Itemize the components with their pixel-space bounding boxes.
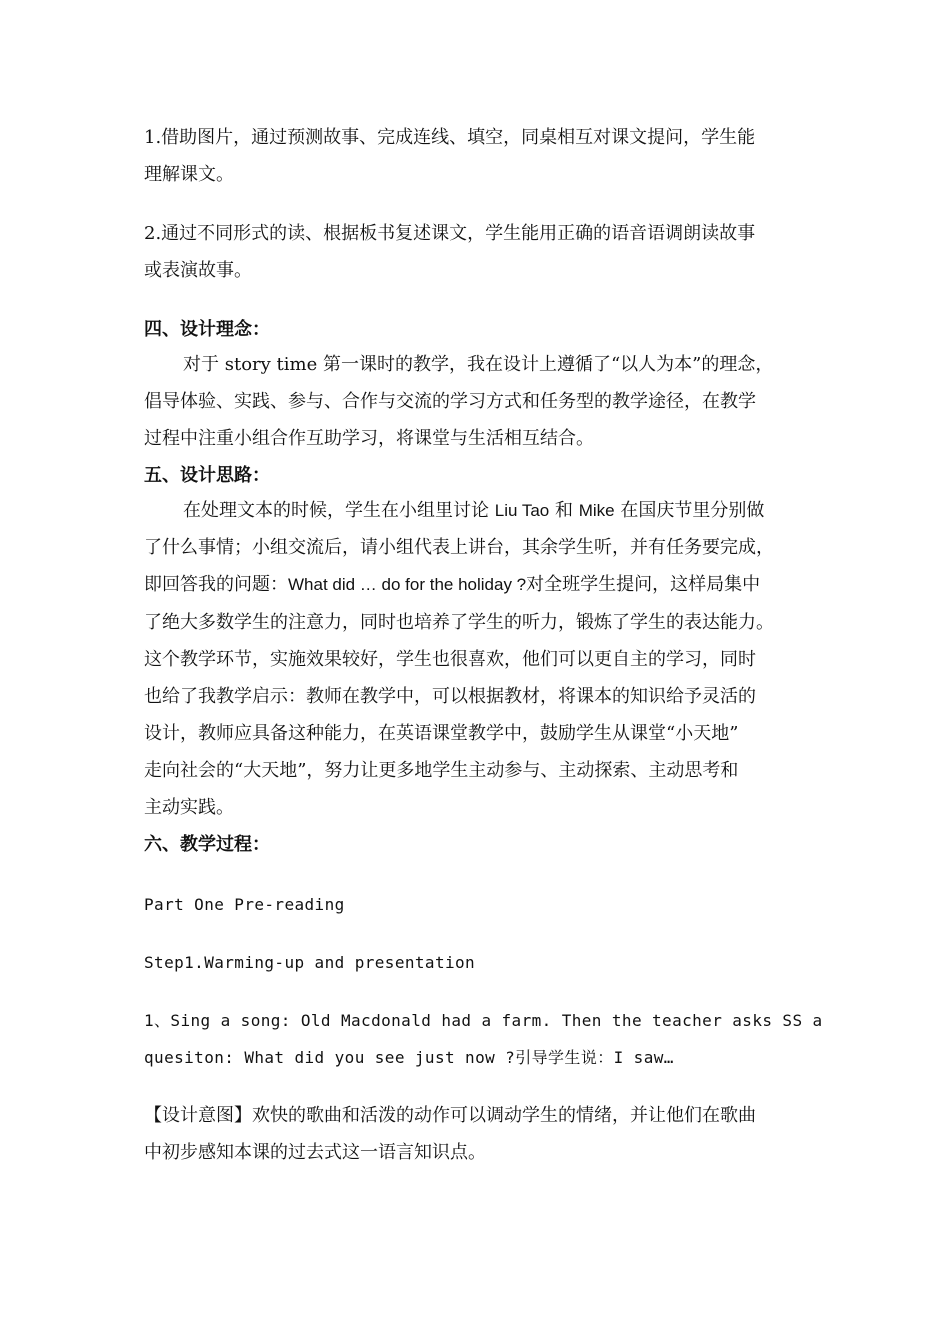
section-6-heading: 六、教学过程： xyxy=(144,834,270,855)
objective-2-line-1: 2.通过不同形式的读、根据板书复述课文，学生能用正确的语音语调朗读故事 xyxy=(144,223,756,244)
section-5-paragraph-line xyxy=(183,499,764,523)
objective-2-line-2: 或表演故事。 xyxy=(144,260,252,281)
name-mike: Mike xyxy=(578,501,615,520)
name-liu-tao: Liu Tao xyxy=(494,501,550,520)
section-5-paragraph-line xyxy=(144,573,760,597)
text-span: 在处理文本的时候，学生在小组里讨论 xyxy=(183,500,495,521)
section-5-heading: 五、设计思路： xyxy=(144,465,270,486)
section-4-paragraph-line: 倡导体验、实践、参与、合作与交流的学习方式和任务型的教学途径，在教学 xyxy=(144,391,756,412)
question-text: What did … do for the holiday ? xyxy=(288,575,527,594)
section-5-paragraph-line: 了什么事情；小组交流后，请小组代表上讲台，其余学生听，并有任务要完成， xyxy=(144,537,774,558)
song-activity-line: 1、Sing a song: Old Macdonald had a farm. Then the teacher asks SS a xyxy=(144,1011,823,1030)
objective-1-line-1: 1.借助图片，通过预测故事、完成连线、填空，同桌相互对课文提问，学生能 xyxy=(144,127,756,148)
text-span: 对全班学生提问，这样局集中 xyxy=(526,574,761,595)
section-5-paragraph-line: 也给了我教学启示：教师在教学中，可以根据教材，将课本的知识给予灵活的 xyxy=(144,686,756,707)
text-span: 即回答我的问题： xyxy=(144,574,288,595)
section-5-paragraph-line: 主动实践。 xyxy=(144,797,234,818)
text-span: 和 xyxy=(549,500,579,521)
song-activity-line: quesiton: What did you see just now ?引导学生说：I saw… xyxy=(144,1048,674,1067)
design-intent-line: 【设计意图】欢快的歌曲和活泼的动作可以调动学生的情绪，并让他们在歌曲 xyxy=(144,1105,756,1126)
section-5-paragraph-line: 设计，教师应具备这种能力，在英语课堂教学中，鼓励学生从课堂“小天地” xyxy=(144,723,739,744)
section-5-paragraph-line: 了绝大多数学生的注意力，同时也培养了学生的听力，锻炼了学生的表达能力。 xyxy=(144,612,774,633)
objective-1-line-2: 理解课文。 xyxy=(144,164,234,185)
text-span: 在国庆节里分别做 xyxy=(614,500,765,521)
section-4-paragraph-line: 对于 story time 第一课时的教学，我在设计上遵循了“以人为本”的理念， xyxy=(183,354,774,375)
section-5-paragraph-line: 这个教学环节，实施效果较好，学生也很喜欢，他们可以更自主的学习，同时 xyxy=(144,649,756,670)
section-4-heading: 四、设计理念： xyxy=(144,319,270,340)
part-title: Part One Pre-reading xyxy=(144,895,345,914)
section-5-paragraph-line: 走向社会的“大天地”，努力让更多地学生主动参与、主动探索、主动思考和 xyxy=(144,760,739,781)
step-title: Step1.Warming-up and presentation xyxy=(144,953,476,972)
design-intent-line: 中初步感知本课的过去式这一语言知识点。 xyxy=(144,1142,486,1163)
section-4-paragraph-line: 过程中注重小组合作互助学习，将课堂与生活相互结合。 xyxy=(144,428,594,449)
